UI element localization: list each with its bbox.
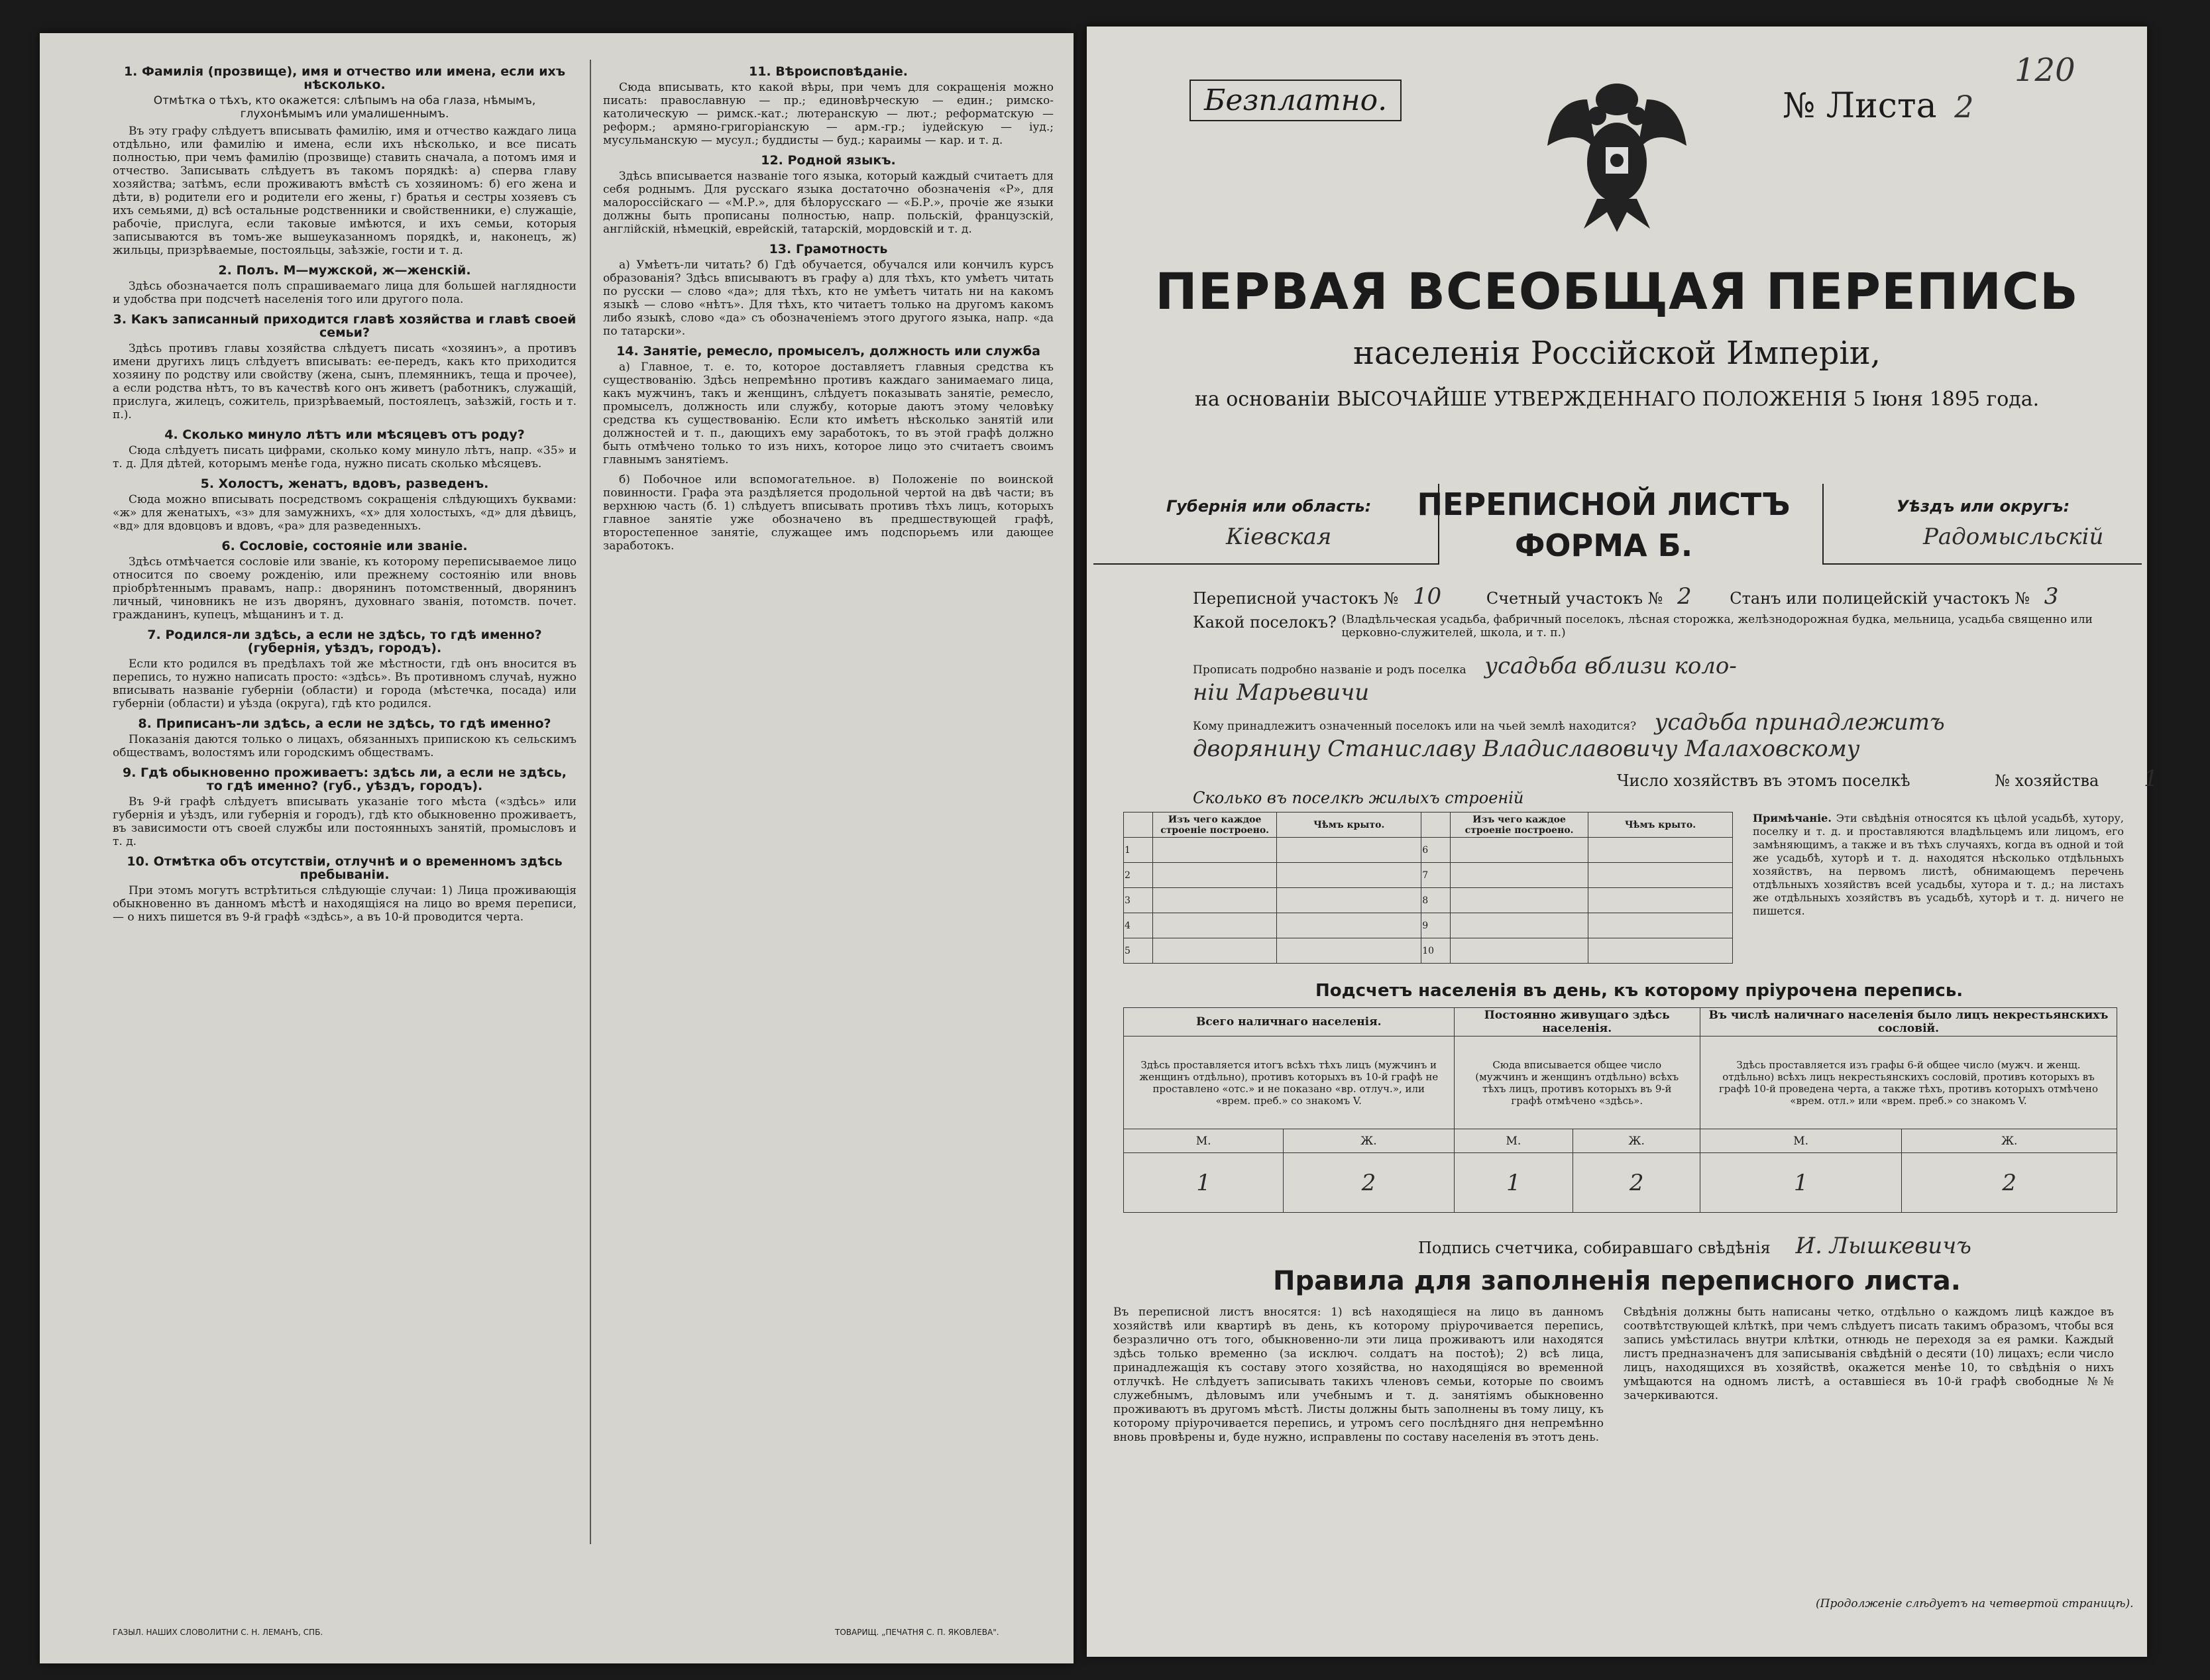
row-number: 3 [1124, 888, 1153, 913]
uezd-box [1822, 484, 2142, 565]
uchastok-line [1193, 583, 2058, 610]
owner-value-1: усадьба принадлежитъ [1654, 709, 1945, 736]
section-text: Въ эту графу слѣдуетъ вписывать фамилію, имя и отчество каждаго лица отдѣльно, или фамилію и имена, если ихъ нѣсколько, и все писать полностью, при чемъ фамилію (прозвище) ставить сначала, а потомъ имя и отчество. Записывать слѣдуетъ въ такомъ порядкѣ: а) сперва главу хозяйства; затѣмъ, если проживаютъ вмѣстѣ съ хозяиномъ: б) его жена и дѣти, в) родители его и родители его жены, г) братья и сестры хозяевъ съ ихъ семьями, д) всѣ остальные родственники и свойственники, е) служащіе, рабочіе, прислуга, если таковые имѣются, и ихъ семьи, которыя записываются въ томъ-же вышеуказанномъ порядкѣ, и, наконецъ, ж) жильцы, призрѣваемые, постояльцы, заѣзжіе, гости и т. д. [113, 125, 577, 257]
bld-header-4: Чѣмъ крыто. [1588, 812, 1732, 838]
right-footer: ТОВАРИЩ. „ПЕЧАТНЯ С. П. ЯКОВЛЕВА". [835, 1628, 999, 1637]
row-number: 5 [1124, 938, 1153, 964]
table-row [1124, 938, 1733, 964]
gubernia-value: Кіевская [1226, 524, 1332, 550]
male-header: М. [1124, 1129, 1284, 1153]
sheet-number-value: 2 [1954, 89, 1974, 125]
signature-line [1418, 1233, 1971, 1259]
rules-right-column: Свѣдѣнія должны быть написаны четко, отдѣльно о каждомъ лицѣ каждое въ соотвѣтствующей клѣткѣ, при чемъ слѣдуетъ писать такимъ образомъ, чтобы вся запись умѣстилась внутри клѣтки, отнюдь не переходя за ея рамки. Каждый листъ предназначенъ для записыванія свѣдѣній о десяти (10) лицахъ; если число лицъ, находящихся въ хозяйствѣ, окажется менѣе 10, то свѣдѣнія о нихъ умѣщаются на одномъ листѣ, а оставшіеся въ 10-й графѣ свободные №№ зачеркиваются. [1624, 1306, 2114, 1402]
count-table-box [1123, 1007, 2117, 1213]
section-text: Если кто родился въ предѣлахъ той же мѣстности, гдѣ онъ вносится въ перепись, то нужно написать просто: «здѣсь». Въ противномъ случаѣ, нужно вписывать названіе губерніи (области) и города (мѣстечка, посада) или губерніи (области) и уѣзда (округа), гдѣ кто родился. [113, 657, 577, 710]
uchastok-label: Переписной участокъ № [1193, 589, 1399, 608]
form-title [1392, 484, 1816, 566]
table-cell [1153, 938, 1277, 964]
bld-header-1: Изъ чего каждое строеніе построено. [1153, 812, 1277, 838]
section-heading: 12. Родной языкъ. [761, 153, 896, 168]
table-cell [1277, 863, 1421, 888]
section-text: Въ 9-й графѣ слѣдуетъ вписывать указаніе того мѣста («здѣсь» или губернія и уѣздъ, или губернія и городъ), гдѣ кто обыкновенно проживаетъ, въ зависимости отъ своей службы или постоянныхъ занятій, промысловъ и т. д. [113, 795, 577, 848]
free-label: Безплатно. [1189, 80, 1402, 121]
household-no-value: 1 [2143, 765, 2158, 792]
double-headed-eagle-emblem [1541, 73, 1693, 232]
bld-header-3: Изъ чего каждое строеніе построено. [1451, 812, 1588, 838]
row-number: 8 [1421, 888, 1451, 913]
poselok-hint: (Владѣльческая усадьба, фабричный поселокъ, лѣсная сторожка, желѣзнодорожная будка, мельница, усадьба священно или церковно-служителей, школа, и т. п.) [1341, 613, 2093, 640]
female-header: Ж. [1573, 1129, 1700, 1153]
instructions-column-1 [113, 60, 577, 930]
form-title-line1: ПЕРЕПИСНОЙ ЛИСТЪ [1417, 486, 1791, 522]
table-cell [1451, 838, 1588, 863]
poselok-value-2: ніи Марьевичи [1193, 679, 1370, 706]
section-text: Сюда вписывать, кто какой вѣры, при чемъ для сокращенія можно писать: православную — пр.; единовѣрческую — един.; римско-католическую — римск.-кат.; лютеранскую — лют.; реформатскую — реформ.; армяно-григоріанскую — арм.-гр.; іудейскую — іуд.; мусульманскую — мусул.; буддисты — буд.; караимы — кар. и т. д. [603, 81, 1054, 147]
section-text: Здѣсь отмѣчается сословіе или званіе, къ которому переписываемое лицо относится по своему рожденію, или прежнему состоянію или вновь пріобрѣтеннымъ правамъ, напр.: дворянинъ потомственный, дворянинъ личный, чиновникъ не изъ дворянъ, духовнаго званія, потомств. почет. гражданинъ, купецъ, мѣщанинъ и т. д. [113, 555, 577, 622]
left-page [40, 33, 1074, 1663]
count-column-title: Постоянно живущаго здѣсь населенія. [1454, 1008, 1700, 1036]
section-text: Сюда можно вписывать посредствомъ сокращенія слѣдующихъ буквами: «ж» для женатыхъ, «з» для замужнихъ, «х» для холостыхъ, «д» для дѣвицъ, «вд» для вдовцовъ и вдовъ, «ра» для разведенныхъ. [113, 493, 577, 533]
census-subtitle: населенія Россійской Имперіи, [1353, 335, 1881, 372]
table-cell [1588, 913, 1732, 938]
table-cell [1277, 888, 1421, 913]
female-header: Ж. [1902, 1129, 2117, 1153]
row-number: 1 [1124, 838, 1153, 863]
households-label: Число хозяйствъ въ этомъ поселкѣ [1617, 771, 1910, 790]
table-row [1124, 838, 1733, 863]
table-cell [1153, 838, 1277, 863]
signature-label: Подпись счетчика, собиравшаго свѣдѣнія [1418, 1239, 1771, 1257]
buildings-note [1753, 812, 2124, 918]
section-heading: 9. Гдѣ обыкновенно проживаетъ: здѣсь ли, а если не здѣсь, то гдѣ именно? (губ., уѣздъ, городъ). [123, 765, 567, 793]
table-cell [1153, 888, 1277, 913]
bld-header-2: Чѣмъ крыто. [1277, 812, 1421, 838]
section-text: а) Главное, т. е. то, которое доставляетъ главныя средства къ существованію. Здѣсь непремѣнно противъ каждаго занимаемаго лица, какъ мужчинъ, такъ и женщинъ, слѣдуетъ показывать занятіе, ремесло, промыселъ, должность или службу, которые даютъ этому человѣку средства къ существованію. Если кто имѣетъ нѣсколько занятій или должностей и т. п., дающихъ ему заработокъ, то въ этой графѣ должно быть отмѣчено только то изъ нихъ, которое лицо это считаетъ своимъ главнымъ занятіемъ. [603, 361, 1054, 467]
sheet-number [1783, 86, 1974, 126]
section-heading: 2. Полъ. М—мужской, ж—женскій. [218, 263, 471, 278]
census-form-page [1087, 27, 2158, 1657]
table-cell [1277, 838, 1421, 863]
signature-value: И. Лышкевичъ [1795, 1233, 1971, 1259]
column-divider [590, 60, 591, 1544]
instructions-column-2 [603, 60, 1054, 559]
households-line [1617, 765, 2158, 792]
table-cell [1451, 913, 1588, 938]
schetny-value: 2 [1677, 583, 1692, 610]
female-header: Ж. [1284, 1129, 1454, 1153]
table-cell [1588, 938, 1732, 964]
census-title: ПЕРВАЯ ВСЕОБЩАЯ ПЕРЕПИСЬ [1155, 262, 2079, 321]
schetny-label: Счетный участокъ № [1486, 589, 1663, 608]
section-heading: 1. Фамилія (прозвище), имя и отчество или имена, если ихъ нѣсколько. [123, 64, 566, 92]
section-heading: 5. Холостъ, женатъ, вдовъ, разведенъ. [200, 476, 489, 491]
note-label: Примѣчаніе. [1753, 812, 1832, 824]
male-count: 1 [1124, 1153, 1284, 1213]
row-number: 4 [1124, 913, 1153, 938]
row-number: 2 [1124, 863, 1153, 888]
count-column-desc: Здѣсь проставляется итогъ всѣхъ тѣхъ лицъ (мужчинъ и женщинъ отдѣльно), противъ которыхъ въ 10-й графѣ не проставлено «отс.» и не показано «вр. отлуч.», или «врем. преб.» со знакомъ V. [1124, 1036, 1455, 1129]
section-text: б) Побочное или вспомогательное. в) Положеніе по воинской повинности. Графа эта раздѣляется продольной чертой на двѣ части; въ верхнюю часть (б. 1) слѣдуетъ вписывать противъ тѣхъ лицъ, которыхъ главное занятіе уже обозначено въ предшествующей графѣ, второстепенное занятіе, служащее имъ подспорьемъ или дающее заработокъ. [603, 473, 1054, 553]
poselok-value-line-2 [1193, 679, 1369, 706]
owner-label: Кому принадлежитъ означенный поселокъ или на чьей землѣ находится? [1193, 720, 1637, 733]
household-no-label: № хозяйства [1995, 771, 2099, 790]
male-header: М. [1454, 1129, 1573, 1153]
count-column-desc: Здѣсь проставляется изъ графы 6-й общее число (мужч. и женщ. отдѣльно) всѣхъ лицъ некрестьянскихъ сословій, противъ которыхъ въ графѣ 10-й проведена черта, а также тѣхъ, противъ которыхъ отмѣчено «врем. отл.» или «врем. преб.» со знакомъ V. [1700, 1036, 2117, 1129]
stan-value: 3 [2044, 583, 2059, 610]
uezd-label: Уѣздъ или округъ: [1897, 497, 2070, 516]
buildings-table [1123, 812, 1733, 964]
row-number: 7 [1421, 863, 1451, 888]
table-cell [1588, 863, 1732, 888]
table-cell [1451, 863, 1588, 888]
female-count: 2 [1902, 1153, 2117, 1213]
section-text: а) Умѣетъ-ли читать? б) Гдѣ обучается, обучался или кончилъ курсъ образованія? Здѣсь вписываютъ въ графу а) для тѣхъ, кто умѣетъ читать по русски — слово «да»; для тѣхъ, кто не умѣетъ читать ни на какомъ языкѣ — слово «нѣтъ». Для тѣхъ, кто читаетъ только на другомъ какомъ либо языкѣ, слово «да» съ обозначеніемъ этого другого языка, напр. «да по татарски». [603, 258, 1054, 338]
table-cell [1153, 863, 1277, 888]
poselok-value-1: усадьба вблизи коло- [1484, 653, 1737, 679]
poselok-label: Какой поселокъ? [1193, 613, 1337, 632]
section-text: Здѣсь вписывается названіе того языка, который каждый считаетъ для себя роднымъ. Для русскаго языка достаточно обозначенія «Р», для малороссійскаго — «М.Р.», для бѣлорусскаго — «Б.Р.», прочіе же языки должны быть прописаны полностью, напр. польскій, французскій, англійскій, нѣмецкій, еврейскій, татарскій, мордовскій и т. д. [603, 170, 1054, 236]
sheet-number-label: № Листа [1783, 86, 1937, 126]
count-heading: Подсчетъ населенія въ день, къ которому пріурочена перепись. [1315, 981, 1963, 1001]
left-footer: ГАЗЫЛ. НАШИХ СЛОВОЛИТНИ С. Н. ЛЕМАНЪ, СПБ. [113, 1628, 323, 1637]
male-count: 1 [1454, 1153, 1573, 1213]
census-basis: на основаніи ВЫСОЧАЙШЕ УТВЕРЖДЕННАГО ПОЛОЖЕНІЯ 5 Іюня 1895 года. [1194, 388, 2040, 411]
rules-title: Правила для заполненія переписного листа. [1273, 1266, 1961, 1296]
buildings-table-box [1123, 812, 1733, 964]
rules-left-column: Въ переписной листъ вносятся: 1) всѣ находящіеся на лицо въ данномъ хозяйствѣ или квартирѣ въ день, къ которому пріурочивается перепись, безразлично отъ того, обыкновенно-ли эти лица проживаютъ или находятся здѣсь только временно (за исключ. солдатъ на постоѣ); 2) всѣ лица, принадлежащія къ составу этого хозяйства, но находящіяся во временной отлучкѣ. Не слѣдуетъ записывать такихъ членовъ семьи, которые по своимъ служебнымъ, дѣловымъ или учебнымъ и т. д. занятіямъ обыкновенно проживаютъ въ другомъ мѣстѣ. Листы должны быть заполнены въ тому лицу, къ которому пріурочивается перепись, и утромъ сего послѣдняго дня непремѣнно вновь провѣрены и, буде нужно, исправлены по составу населенія въ этотъ день. [1113, 1306, 1604, 1444]
section-heading: 13. Грамотность [769, 242, 888, 256]
archive-page-number: 120 [2015, 52, 2075, 89]
female-count: 2 [1573, 1153, 1700, 1213]
uezd-value: Радомысльскій [1923, 524, 2104, 550]
table-cell [1451, 938, 1588, 964]
section-heading: 6. Сословіе, состояніе или званіе. [221, 539, 468, 553]
row-number: 6 [1421, 838, 1451, 863]
table-cell [1451, 888, 1588, 913]
note-text: Эти свѣдѣнія относятся къ цѣлой усадьбѣ, хутору, поселку и т. д. и проставляются владѣльцемъ или лицомъ, его замѣняющимъ, а также и въ тѣхъ случаяхъ, когда въ одной и той же усадьбѣ, хуторѣ и т. д. находятся нѣсколько отдѣльныхъ хозяйствъ, на первомъ листѣ, обнимающемъ перечень отдѣльныхъ хозяйствъ всей усадьбы, хутора и т. д.; на листахъ же отдѣльныхъ хозяйствъ въ усадьбѣ, хуторѣ и т. д. ничего не пишется. [1753, 812, 2125, 917]
poselok-line [1193, 613, 2124, 640]
table-cell [1588, 888, 1732, 913]
row-number: 10 [1421, 938, 1451, 964]
table-row [1124, 863, 1733, 888]
table-cell [1153, 913, 1277, 938]
table-row [1124, 888, 1733, 913]
section-heading: 3. Какъ записанный приходится главѣ хозяйства и главѣ своей семьи? [113, 312, 577, 340]
rules-continuation: (Продолженіе слѣдуетъ на четвертой страницѣ). [1816, 1597, 2134, 1610]
count-column-title: Въ числѣ наличнаго населенія было лицъ некрестьянскихъ сословій. [1700, 1008, 2117, 1036]
table-row [1124, 913, 1733, 938]
male-count: 1 [1700, 1153, 1901, 1213]
buildings-line [1193, 789, 1523, 807]
section-heading: 7. Родился-ли здѣсь, а если не здѣсь, то гдѣ именно? (губернія, уѣздъ, городъ). [147, 628, 542, 655]
section-heading: 10. Отмѣтка объ отсутствіи, отлучнѣ и о временномъ здѣсь пребываніи. [127, 854, 563, 882]
count-column-desc: Сюда вписывается общее число (мужчинъ и женщинъ отдѣльно) всѣхъ тѣхъ лицъ, противъ которыхъ въ 9-й графѣ отмѣчено «здѣсь». [1454, 1036, 1700, 1129]
section-text: При этомъ могутъ встрѣтиться слѣдующіе случаи: 1) Лица проживающія обыкновенно въ данномъ мѣстѣ и находящіяся на лицо во время переписи, — о нихъ пишется въ 9-й графѣ «здѣсь», а въ 10-й проводится черта. [113, 884, 577, 924]
owner-value-2: дворянину Станиславу Владиславовичу Малаховскому [1193, 736, 1860, 762]
count-table [1123, 1007, 2117, 1213]
gubernia-box [1093, 484, 1439, 565]
poselok-value-line [1193, 653, 1737, 679]
section-text: Здѣсь обозначается полъ спрашиваемаго лица для большей наглядности и удобства при подсчетѣ населенія того или другого пола. [113, 280, 577, 306]
section-heading: 11. Вѣроисповѣданіе. [748, 64, 909, 79]
section-heading: 4. Сколько минуло лѣтъ или мѣсяцевъ отъ роду? [164, 427, 525, 442]
section-text: Показанія даются только о лицахъ, обязанныхъ припискою къ сельскимъ обществамъ, волостямъ или городскимъ обществамъ. [113, 733, 577, 759]
table-cell [1277, 938, 1421, 964]
section-heading: 8. Приписанъ-ли здѣсь, а если не здѣсь, то гдѣ именно? [138, 716, 551, 731]
poselok-hint2: Прописать подробно названіе и родъ поселка [1193, 663, 1466, 677]
owner-value-line-2 [1193, 736, 1860, 762]
uchastok-value: 10 [1412, 583, 1442, 610]
row-number: 9 [1421, 913, 1451, 938]
count-column-title: Всего наличнаго населенія. [1124, 1008, 1455, 1036]
female-count: 2 [1284, 1153, 1454, 1213]
table-cell [1277, 913, 1421, 938]
owner-line [1193, 709, 1945, 736]
section-text: Сюда слѣдуетъ писать цифрами, сколько кому минуло лѣтъ, напр. «35» и т. д. Для дѣтей, которымъ менѣе года, нужно писать сколько мѣсяцевъ. [113, 444, 577, 471]
gubernia-label: Губернія или область: [1166, 497, 1372, 516]
section-text: Здѣсь противъ главы хозяйства слѣдуетъ писать «хозяинъ», а противъ имени другихъ лицъ слѣдуетъ вписывать: ее-передъ, какъ кто приходится хозяину по родству или свойству (жена, сынъ, племянникъ, теща и прочее), а если родства нѣтъ, то въ качествѣ кого онъ живетъ (работникъ, служащій, прислуга, жилецъ, сожитель, призрѣваемый, постоялецъ, заѣзжій, гость и т. п.). [113, 342, 577, 421]
table-cell [1588, 838, 1732, 863]
form-title-line2: ФОРМА Б. [1514, 528, 1693, 563]
stan-label: Станъ или полицейскій участокъ № [1730, 589, 2030, 608]
section-heading: 14. Занятіе, ремесло, промыселъ, должность или служба [616, 344, 1040, 359]
section-subheading: Отмѣтка о тѣхъ, кто окажется: слѣпымъ на оба глаза, нѣмымъ, глухонѣмымъ или умалишеннымъ. [153, 94, 536, 121]
male-header: М. [1700, 1129, 1901, 1153]
buildings-label: Сколько въ поселкѣ жилыхъ строеній [1193, 789, 1524, 807]
